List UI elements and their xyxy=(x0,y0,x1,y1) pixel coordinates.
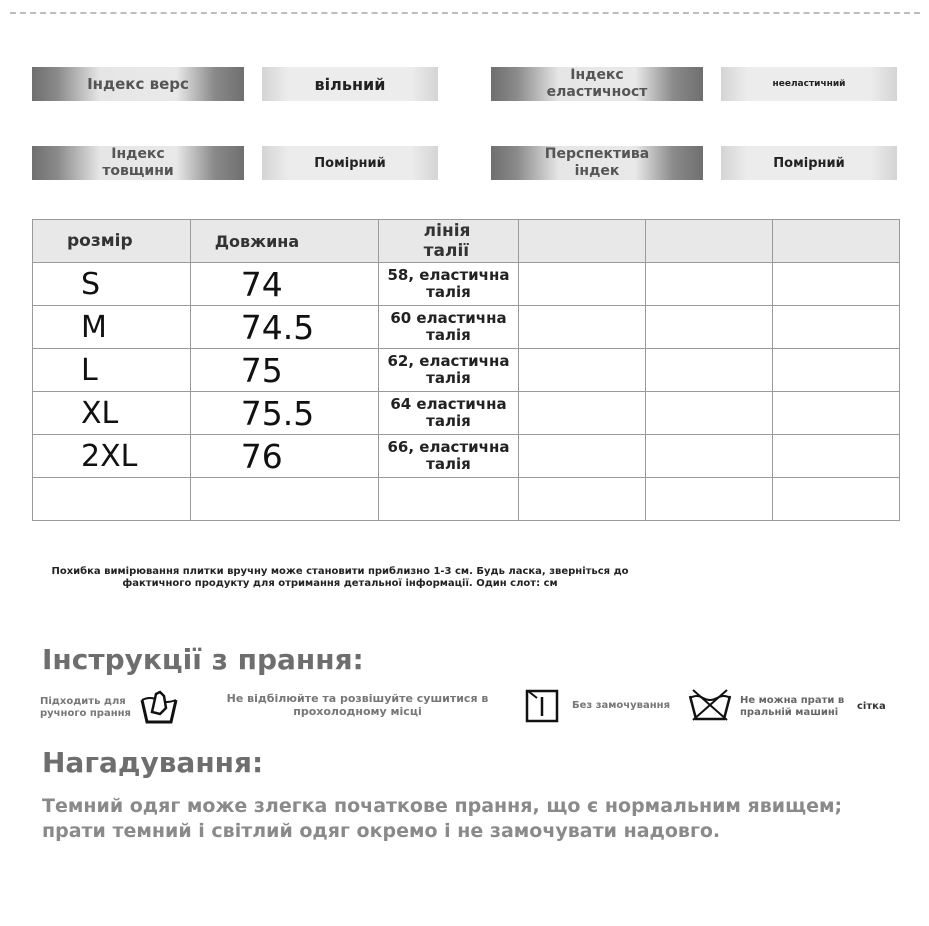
cell-empty xyxy=(646,263,773,306)
wash-text-no-machine: Не можна прати в пральній машині xyxy=(740,695,845,718)
washing-title: Інструкції з прання: xyxy=(42,643,364,676)
cell-empty xyxy=(519,478,646,521)
cell-empty xyxy=(773,392,900,435)
index-label-thickness xyxy=(32,146,244,180)
cell-size: 2XL xyxy=(33,435,191,478)
index-value-fit xyxy=(262,67,438,101)
table-row xyxy=(33,349,900,392)
table-row xyxy=(33,263,900,306)
header-empty xyxy=(519,220,646,263)
index-label-fit xyxy=(32,67,244,101)
cell-length: 75.5 xyxy=(190,392,378,435)
table-header-row xyxy=(33,220,900,263)
cell-empty xyxy=(773,478,900,521)
index-label-text: Індекс еластичност xyxy=(546,67,648,100)
index-label-text: Індекс верс xyxy=(87,74,189,93)
index-label-perspective xyxy=(491,146,703,180)
cell-waist: 66, еластична талія xyxy=(378,435,519,478)
cell-empty xyxy=(773,306,900,349)
header-empty xyxy=(646,220,773,263)
cell-empty xyxy=(646,478,773,521)
cell-size: XL xyxy=(33,392,191,435)
cell-waist: 58, еластична талія xyxy=(378,263,519,306)
header-size: розмір xyxy=(33,220,191,263)
index-value-thickness xyxy=(262,146,438,180)
cell-empty xyxy=(773,349,900,392)
cell-size: S xyxy=(33,263,191,306)
cell-length xyxy=(190,478,378,521)
size-table xyxy=(32,219,900,521)
cell-empty xyxy=(646,306,773,349)
cell-length: 76 xyxy=(190,435,378,478)
cell-empty xyxy=(646,435,773,478)
cell-size xyxy=(33,478,191,521)
cell-empty xyxy=(646,349,773,392)
wash-text-no-soak: Без замочування xyxy=(572,700,670,711)
index-value-text: вільний xyxy=(314,74,386,94)
table-row xyxy=(33,306,900,349)
cell-empty xyxy=(773,263,900,306)
reminder-text: Темний одяг може злегка початкове прання, що є нормальним явищем; прати темний і світлий одяг окремо і не замочувати надовго. xyxy=(42,795,843,842)
top-divider xyxy=(10,12,920,14)
index-label-text: Індекс товщини xyxy=(102,146,174,179)
cell-waist xyxy=(378,478,519,521)
header-waist: лінія талії xyxy=(378,220,519,263)
reminder-title: Нагадування: xyxy=(42,746,264,779)
cell-size: M xyxy=(33,306,191,349)
table-row xyxy=(33,435,900,478)
cell-empty xyxy=(519,349,646,392)
no-machine-wash-icon xyxy=(687,688,733,726)
wash-text-hand: Підходить для ручного прання xyxy=(40,696,131,719)
cell-empty xyxy=(773,435,900,478)
cell-waist: 62, еластична талія xyxy=(378,349,519,392)
index-value-text: нееластичний xyxy=(772,79,846,89)
wash-text-mesh: сітка xyxy=(857,701,886,712)
measurement-note: Похибка вимірювання плитки вручну може становити приблизно 1-3 см. Будь ласка, зверніться до фактичного продукту для отримання детальної інформації. Один слот: см xyxy=(51,566,629,589)
cell-length: 74.5 xyxy=(190,306,378,349)
index-value-text: Помірний xyxy=(773,155,845,171)
hand-wash-icon xyxy=(138,686,180,730)
cell-size: L xyxy=(33,349,191,392)
table-row xyxy=(33,392,900,435)
cell-waist: 64 еластична талія xyxy=(378,392,519,435)
index-label-elasticity xyxy=(491,67,703,101)
cell-length: 74 xyxy=(190,263,378,306)
cell-empty xyxy=(519,392,646,435)
cell-empty xyxy=(646,392,773,435)
cell-empty xyxy=(519,263,646,306)
index-label-text: Перспектива індек xyxy=(544,146,650,179)
no-soak-icon xyxy=(525,688,559,728)
header-empty xyxy=(773,220,900,263)
wash-text-no-bleach: Не відбілюйте та розвішуйте сушитися в прохолодному місці xyxy=(226,692,489,718)
header-length: Довжина xyxy=(190,220,378,263)
cell-length: 75 xyxy=(190,349,378,392)
cell-empty xyxy=(519,435,646,478)
table-row xyxy=(33,478,900,521)
index-value-text: Помірний xyxy=(314,155,386,171)
cell-waist: 60 еластична талія xyxy=(378,306,519,349)
index-value-perspective xyxy=(721,146,897,180)
index-value-elasticity xyxy=(721,67,897,101)
cell-empty xyxy=(519,306,646,349)
